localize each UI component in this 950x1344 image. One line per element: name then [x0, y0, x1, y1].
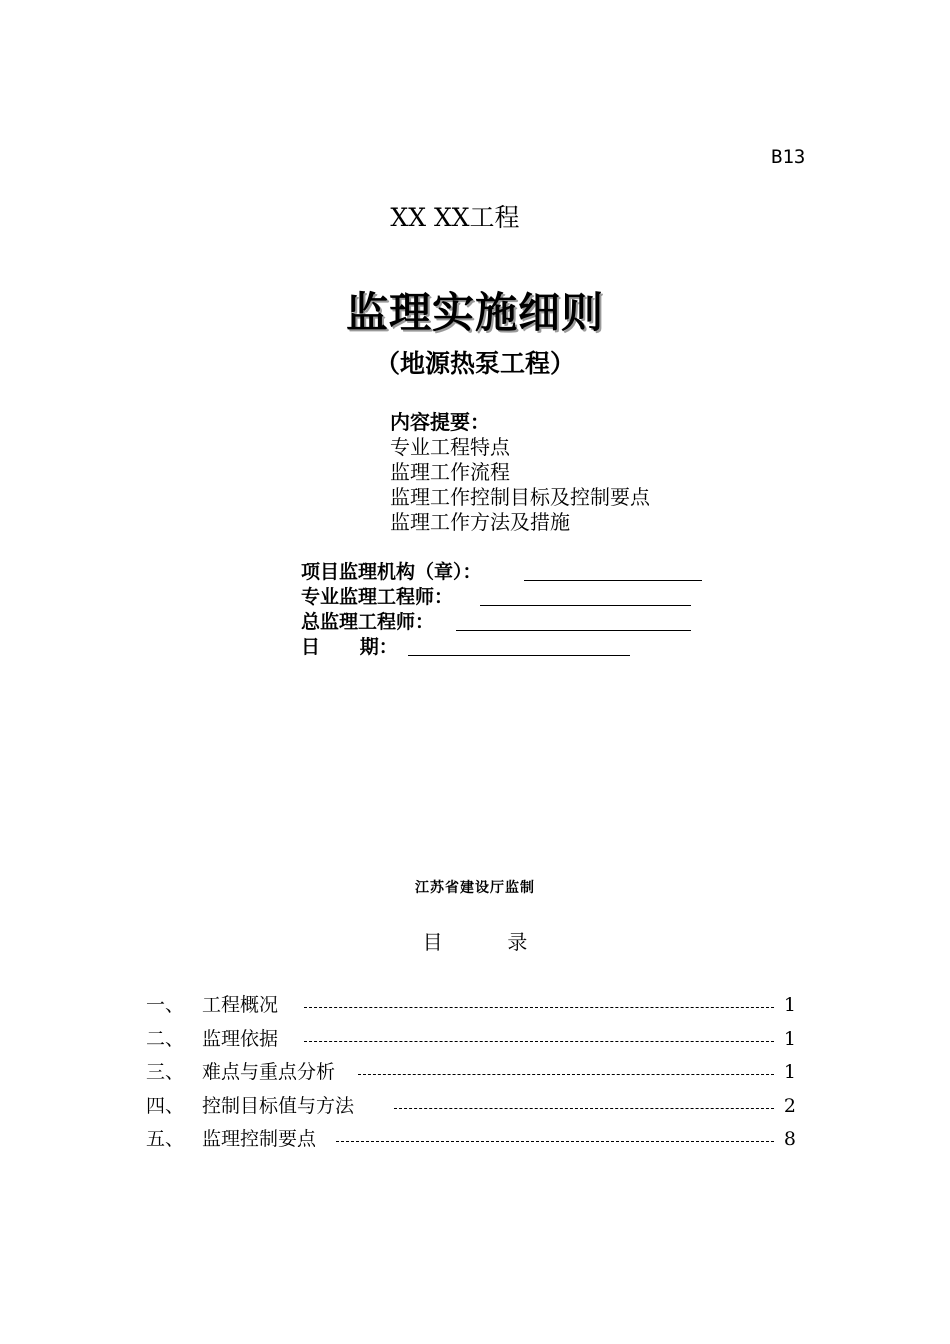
toc-title-right: 录 [507, 930, 528, 954]
toc-entry-page: 2 [783, 1094, 796, 1117]
toc-entry-number: 一、 [146, 994, 185, 1016]
summary-block [390, 410, 650, 535]
signature-line [480, 605, 691, 606]
signature-label: 总监理工程师： [301, 611, 435, 633]
toc-entry-page: 1 [783, 994, 796, 1016]
toc-entry[interactable] [146, 1091, 796, 1125]
summary-heading: 内容提要： [390, 410, 490, 434]
toc-entry-text: 监理控制要点 [202, 1128, 317, 1150]
issuer-label: 江苏省建设厅监制 [415, 880, 535, 896]
toc-leader [304, 1041, 774, 1042]
signature-row-specialist [301, 585, 482, 610]
summary-item: 监理工作控制目标及控制要点 [390, 485, 650, 509]
document-title: 监理实施细则 [345, 288, 604, 337]
toc-entry-number: 五、 [146, 1128, 185, 1150]
summary-item: 监理工作方法及措施 [390, 510, 570, 534]
project-name: XX XX工程 [390, 203, 520, 232]
signature-row-agency [301, 560, 482, 585]
toc-entry-text: 工程概况 [202, 994, 279, 1016]
signature-row-date [301, 635, 482, 660]
signature-label: 项目监理机构（章）： [301, 561, 482, 583]
toc-leader [394, 1108, 774, 1109]
toc-entry[interactable] [146, 990, 796, 1024]
toc-entry-text: 难点与重点分析 [202, 1061, 336, 1083]
toc-title [0, 926, 950, 955]
summary-item: 专业工程特点 [390, 435, 510, 459]
signature-row-chief [301, 610, 482, 635]
toc-entry-text: 监理依据 [202, 1027, 279, 1050]
toc-leader [336, 1141, 774, 1142]
toc-leader [358, 1074, 774, 1075]
toc-entry-number: 二、 [146, 1027, 185, 1050]
toc-entry-page: 1 [783, 1061, 796, 1083]
signature-line [408, 655, 630, 656]
toc-entry-number: 三、 [146, 1061, 185, 1083]
table-of-contents [146, 990, 796, 1158]
signature-label: 专业监理工程师： [301, 586, 454, 608]
toc-entry[interactable] [146, 1057, 796, 1091]
toc-entry[interactable] [146, 1024, 796, 1058]
document-subtitle: （地源热泵工程） [374, 349, 575, 378]
signature-label: 日 期： [301, 636, 398, 658]
toc-title-left: 目 [422, 930, 443, 954]
toc-entry-page: 8 [783, 1128, 796, 1150]
document-code: B13 [771, 146, 806, 168]
toc-entry[interactable] [146, 1124, 796, 1158]
signature-line [524, 580, 702, 581]
toc-entry-text: 控制目标值与方法 [202, 1094, 355, 1117]
toc-entry-page: 1 [783, 1027, 796, 1050]
toc-leader [304, 1007, 774, 1008]
toc-entry-number: 四、 [146, 1094, 185, 1117]
summary-item: 监理工作流程 [390, 460, 510, 484]
signature-block [301, 560, 482, 660]
signature-line [456, 630, 691, 631]
